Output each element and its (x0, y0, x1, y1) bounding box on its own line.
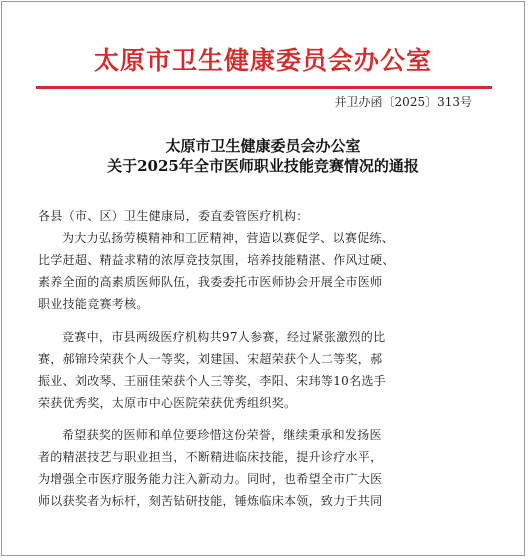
body-line: 竞赛中，市县两级医疗机构共97人参赛，经过紧张激烈的比 (62, 330, 386, 344)
body-line: 为增强全市医疗服务能力注入新动力。同时，也希望全市广大医 (38, 472, 383, 486)
body-line: 为大力弘扬劳模精神和工匠精神，营造以赛促学、以赛促练、 (62, 231, 395, 245)
notice-title-line-2: 关于2025年全市医师职业技能竞赛情况的通报 (107, 157, 419, 175)
letterhead-title: 太原市卫生健康委员会办公室 (93, 46, 432, 75)
letterhead-red-rule (36, 86, 492, 89)
body-line: 振业、刘改琴、王丽佳荣获个人三等奖，李阳、宋玮等10名选手 (38, 374, 386, 388)
body-line: 比学赶超、精益求精的浓厚竞技氛围，培养技能精湛、作风过硬、 (38, 253, 395, 267)
document-page (1, 1, 525, 556)
body-line: 希望获奖的医师和单位要珍惜这份荣誉，继续秉承和发扬医 (62, 428, 382, 442)
body-line: 素养全面的高素质医师队伍，我委委托市医师协会开展全市医师 (38, 275, 383, 289)
document-number: 并卫办函〔2025〕313号 (334, 95, 472, 109)
salutation: 各县（市、区）卫生健康局，委直委管医疗机构： (38, 209, 309, 223)
body-line: 者的精湛技艺与职业担当，不断精进临床技能，提升诊疗水平， (38, 450, 383, 464)
body-line: 荣获优秀奖，太原市中心医院荣获优秀组织奖。 (38, 396, 297, 410)
body-line: 职业技能竞赛考核。 (38, 297, 149, 311)
body-line: 赛，郝锦玲荣获个人一等奖，刘建国、宋超荣获个人二等奖，郝 (38, 352, 383, 366)
notice-title-line-1: 太原市卫生健康委员会办公室 (165, 137, 361, 155)
body-line: 师以获奖者为标杆，刻苦钻研技能，锤炼临床本领，致力于共同 (38, 494, 383, 508)
